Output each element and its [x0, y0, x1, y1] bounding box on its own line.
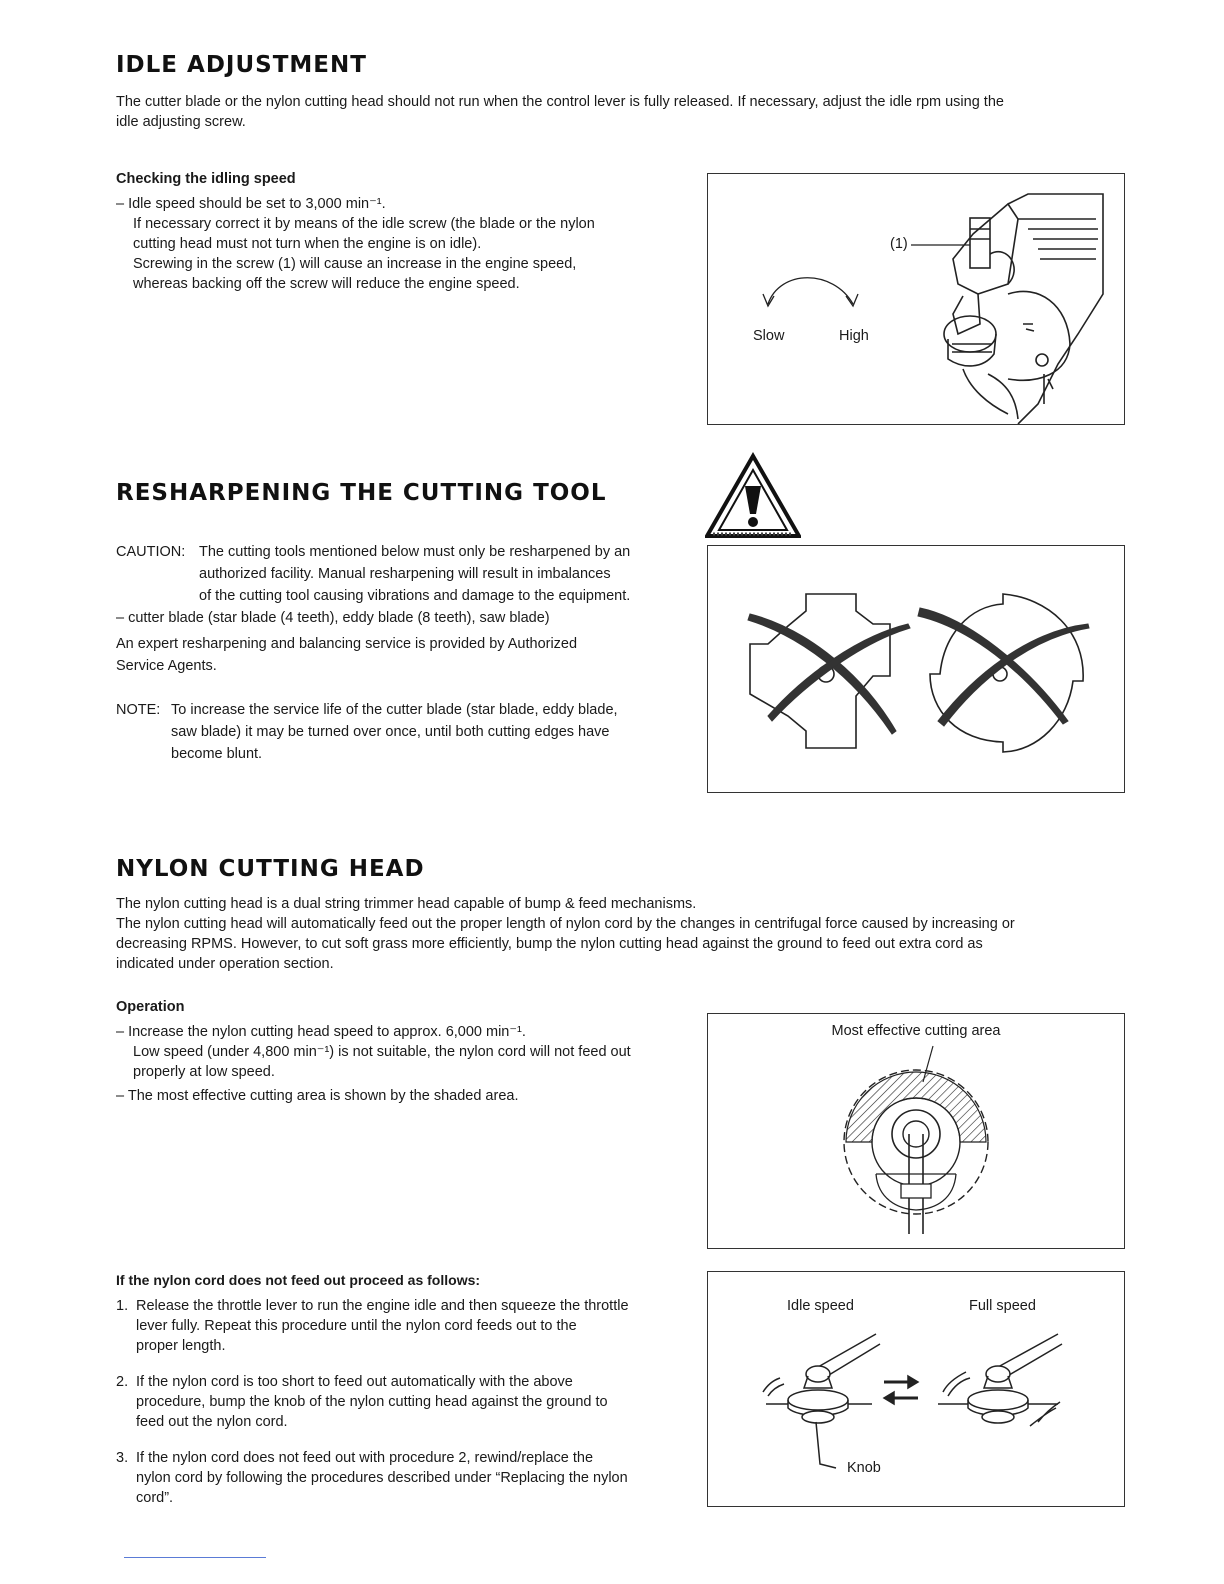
- callout-label: (1): [890, 236, 908, 252]
- text-line: nylon cord by following the procedures described under “Replacing the nylon: [136, 1470, 628, 1486]
- text-line: – Increase the nylon cutting head speed to approx. 6,000 min⁻¹.: [116, 1024, 526, 1040]
- idle-intro: [116, 92, 1131, 132]
- text-line: of the cutting tool causing vibrations and damage to the equipment.: [199, 588, 631, 604]
- text-line: Service Agents.: [116, 658, 217, 674]
- text-line: saw blade) it may be turned over once, until both cutting edges have: [171, 724, 610, 740]
- text-line: properly at low speed.: [133, 1064, 275, 1080]
- footer-rule: [124, 1557, 266, 1558]
- nylon-cutting-head-heading: NYLON CUTTING HEAD: [116, 856, 425, 882]
- text-line: cord”.: [136, 1490, 174, 1506]
- step-item: [116, 1372, 696, 1432]
- idle-screw-figure: [707, 173, 1125, 425]
- step-number: 3.: [116, 1450, 129, 1466]
- idle-intro-line: The cutter blade or the nylon cutting head should not run when the control lever is fully released. If necessary, adjust the idle rpm using the: [116, 94, 1004, 110]
- checking-idling-speed-text: [116, 194, 676, 294]
- text-line: feed out the nylon cord.: [136, 1414, 288, 1430]
- high-label: High: [839, 328, 869, 344]
- no-feed-steps: [116, 1296, 696, 1508]
- cutting-area-label: Most effective cutting area: [831, 1023, 1001, 1039]
- step-item: [116, 1448, 696, 1508]
- text-line: indicated under operation section.: [116, 956, 334, 972]
- no-feed-heading: If the nylon cord does not feed out proceed as follows:: [116, 1272, 481, 1288]
- warning-icon: [705, 452, 801, 538]
- text-line: – cutter blade (star blade (4 teeth), eddy blade (8 teeth), saw blade): [116, 610, 550, 626]
- text-line: cutting head must not turn when the engine is on idle).: [133, 236, 482, 252]
- operation-text: [116, 1022, 696, 1106]
- text-line: Release the throttle lever to run the engine idle and then squeeze the throttle: [136, 1298, 629, 1314]
- trimmer-heads-drawing: [708, 1272, 1124, 1506]
- step-number: 1.: [116, 1298, 129, 1314]
- step-number: 2.: [116, 1374, 129, 1390]
- full-speed-label: Full speed: [969, 1298, 1036, 1314]
- caution-block: [116, 542, 696, 766]
- nylon-intro: [116, 894, 1131, 974]
- resharpening-blades-figure: [707, 545, 1125, 793]
- text-line: lever fully. Repeat this procedure until the nylon cord feeds out to the: [136, 1318, 577, 1334]
- resharpening-heading: RESHARPENING THE CUTTING TOOL: [116, 480, 607, 506]
- crossed-out-blades-drawing: [708, 546, 1124, 792]
- cutting-head-top-view-drawing: [708, 1014, 1124, 1248]
- step-item: [116, 1296, 696, 1356]
- text-line: To increase the service life of the cutter blade (star blade, eddy blade,: [171, 702, 618, 718]
- note-label: NOTE:: [116, 702, 161, 718]
- text-line: The nylon cutting head will automatically feed out the proper length of nylon cord by the changes in centrifugal force caused by increasing or: [116, 916, 1015, 932]
- idle-intro-line: idle adjusting screw.: [116, 114, 246, 130]
- text-line: – Idle speed should be set to 3,000 min⁻¹.: [116, 196, 386, 212]
- text-line: become blunt.: [171, 746, 263, 762]
- slow-label: Slow: [753, 328, 785, 344]
- text-line: proper length.: [136, 1338, 226, 1354]
- idle-full-speed-figure: [707, 1271, 1125, 1507]
- caution-label: CAUTION:: [116, 544, 186, 560]
- text-line: Low speed (under 4,800 min⁻¹) is not suitable, the nylon cord will not feed out: [133, 1044, 631, 1060]
- idle-adjustment-heading: IDLE ADJUSTMENT: [116, 52, 367, 78]
- checking-idling-speed-heading: Checking the idling speed: [116, 171, 296, 187]
- text-line: Screwing in the screw (1) will cause an increase in the engine speed,: [133, 256, 577, 272]
- text-line: – The most effective cutting area is shown by the shaded area.: [116, 1088, 519, 1104]
- text-line: decreasing RPMS. However, to cut soft grass more efficiently, bump the nylon cutting head against the ground to feed out extra cord as: [116, 936, 983, 952]
- cutting-area-figure: [707, 1013, 1125, 1249]
- text-line: If the nylon cord is too short to feed out automatically with the above: [136, 1374, 573, 1390]
- text-line: If necessary correct it by means of the idle screw (the blade or the nylon: [133, 216, 595, 232]
- engine-carburetor-drawing: [708, 174, 1124, 424]
- text-line: whereas backing off the screw will reduce the engine speed.: [133, 276, 520, 292]
- operation-heading: Operation: [116, 999, 185, 1015]
- text-line: The cutting tools mentioned below must only be resharpened by an: [199, 544, 631, 560]
- text-line: An expert resharpening and balancing service is provided by Authorized: [116, 636, 578, 652]
- knob-label: Knob: [847, 1460, 881, 1476]
- idle-speed-label: Idle speed: [787, 1298, 854, 1314]
- text-line: If the nylon cord does not feed out with procedure 2, rewind/replace the: [136, 1450, 594, 1466]
- text-line: procedure, bump the knob of the nylon cutting head against the ground to: [136, 1394, 608, 1410]
- text-line: The nylon cutting head is a dual string trimmer head capable of bump & feed mechanisms.: [116, 896, 697, 912]
- text-line: authorized facility. Manual resharpening will result in imbalances: [199, 566, 611, 582]
